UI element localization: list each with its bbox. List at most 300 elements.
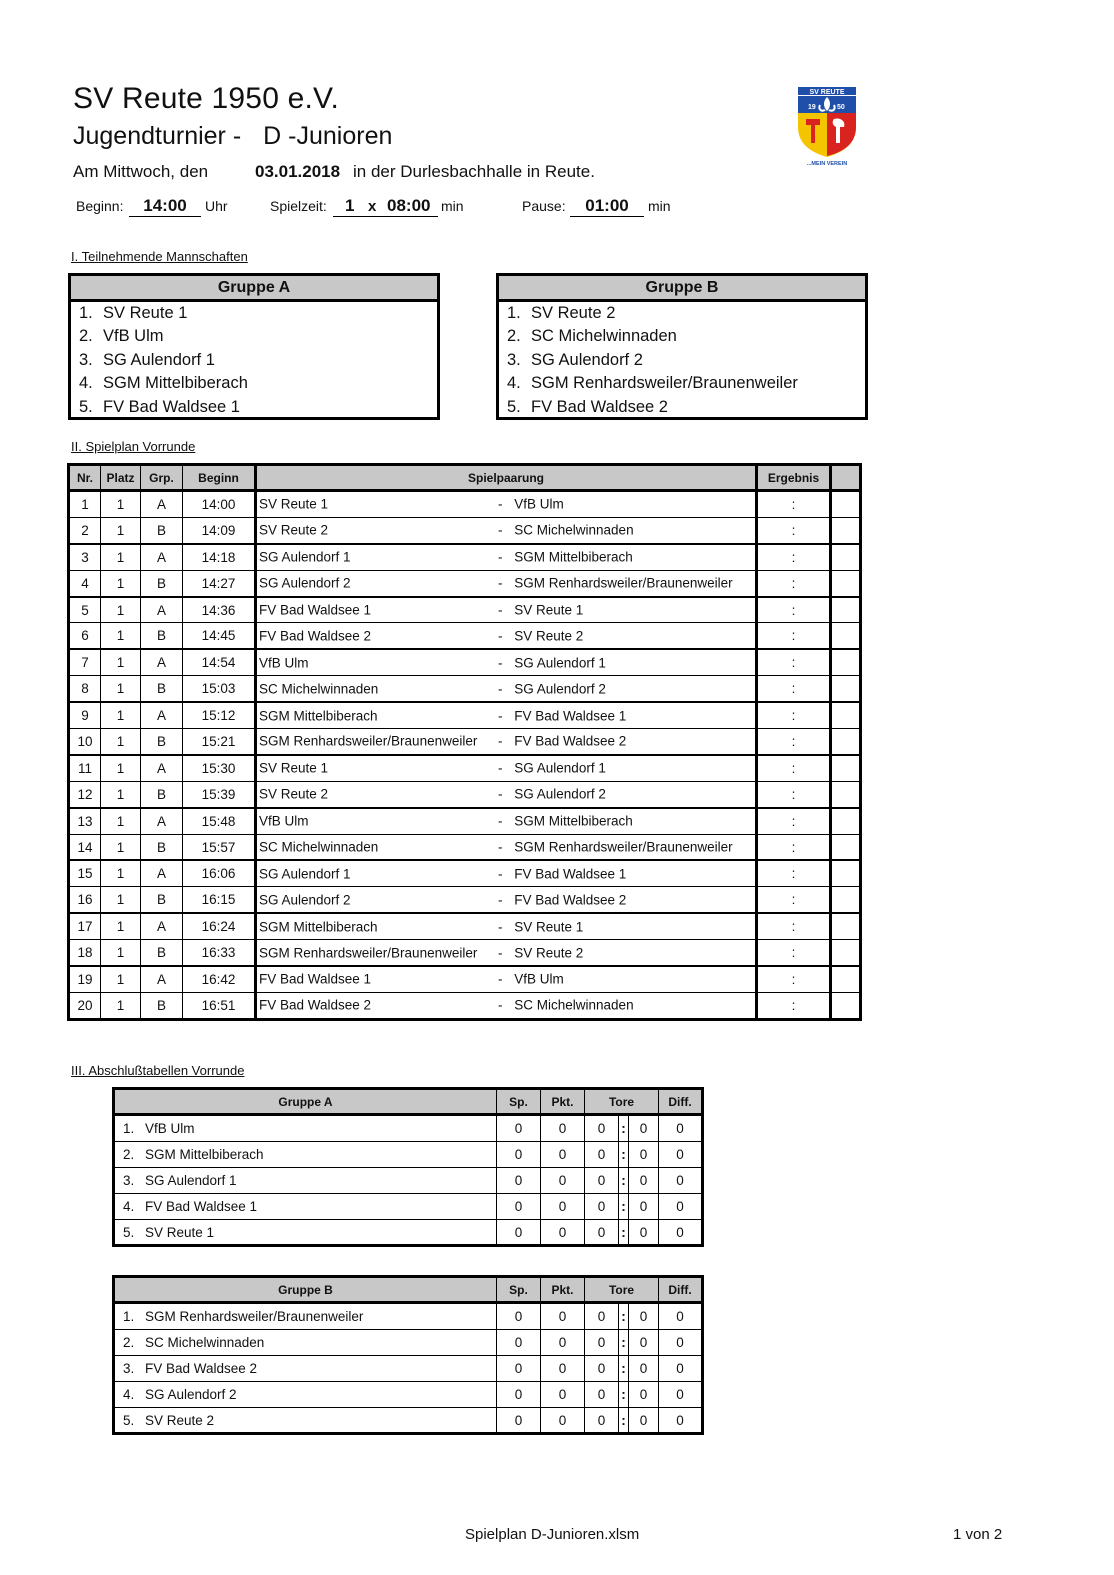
cell-tore-colon: : <box>619 1381 629 1407</box>
away-team: SV Reute 2 <box>514 945 584 961</box>
team-name: SC Michelwinnaden <box>531 327 677 346</box>
schedule-row <box>69 649 861 675</box>
away-team: SG Aulendorf 1 <box>514 760 606 776</box>
away-team: SG Aulendorf 2 <box>514 681 606 697</box>
schedule-row <box>69 570 861 596</box>
cell-beginn: 15:39 <box>183 781 256 807</box>
cell-tore-for: 0 <box>585 1381 619 1407</box>
final-a-col-tore: Tore <box>585 1089 659 1115</box>
team-name: VfB Ulm <box>103 327 164 346</box>
cell-ergebnis[interactable]: : <box>757 570 831 596</box>
cell-extra <box>831 729 861 755</box>
cell-tore-for: 0 <box>585 1141 619 1167</box>
away-team: SGM Mittelbiberach <box>514 549 633 565</box>
away-team: SG Aulendorf 1 <box>514 655 606 671</box>
team-name: SG Aulendorf 1 <box>103 350 215 369</box>
cell-diff: 0 <box>659 1219 703 1246</box>
cell-ergebnis[interactable]: : <box>757 755 831 781</box>
beginn-unit: Uhr <box>205 198 228 214</box>
cell-pkt: 0 <box>541 1193 585 1219</box>
date-line <box>73 162 595 182</box>
cell-grp: B <box>141 940 183 966</box>
cell-grp: A <box>141 755 183 781</box>
rank-number: 3. <box>123 1172 135 1188</box>
cell-ergebnis[interactable]: : <box>757 860 831 886</box>
away-team: SV Reute 1 <box>514 919 584 935</box>
final-team-cell <box>114 1303 497 1330</box>
away-team-wrap <box>498 681 606 696</box>
cell-spielpaarung <box>256 491 757 518</box>
home-team: SV Reute 2 <box>259 786 329 802</box>
spielzeit-underline <box>333 196 438 217</box>
cell-grp: A <box>141 966 183 992</box>
cell-grp: B <box>141 992 183 1019</box>
away-team-wrap <box>498 761 606 776</box>
cell-nr: 8 <box>69 676 101 702</box>
cell-spielpaarung <box>256 702 757 728</box>
cell-platz: 1 <box>101 834 141 860</box>
away-team: SC Michelwinnaden <box>514 522 634 538</box>
group-b-box <box>496 273 868 420</box>
pairing-dash: - <box>498 866 503 882</box>
home-team: FV Bad Waldsee 2 <box>259 997 372 1013</box>
cell-sp: 0 <box>497 1407 541 1434</box>
cell-grp: B <box>141 570 183 596</box>
cell-tore-for: 0 <box>585 1115 619 1142</box>
cell-beginn: 15:30 <box>183 755 256 781</box>
cell-pkt: 0 <box>541 1115 585 1142</box>
home-team: SV Reute 1 <box>259 760 329 776</box>
cell-grp: A <box>141 702 183 728</box>
team-name: SC Michelwinnaden <box>145 1334 265 1350</box>
final-table-group-b <box>112 1275 704 1435</box>
rank-number: 1. <box>123 1120 135 1136</box>
cell-platz: 1 <box>101 781 141 807</box>
rank-number: 3. <box>123 1360 135 1376</box>
beginn-value: 14:00 <box>129 196 201 217</box>
home-team: SC Michelwinnaden <box>259 839 379 855</box>
cell-tore-colon: : <box>619 1355 629 1381</box>
rank-number: 5. <box>123 1412 135 1428</box>
cell-diff: 0 <box>659 1407 703 1434</box>
pairing-dash: - <box>498 628 503 644</box>
cell-sp: 0 <box>497 1303 541 1330</box>
cell-ergebnis[interactable]: : <box>757 597 831 623</box>
team-name: SG Aulendorf 1 <box>145 1172 237 1188</box>
cell-nr: 12 <box>69 781 101 807</box>
cell-beginn: 15:57 <box>183 834 256 860</box>
cell-beginn: 14:00 <box>183 491 256 518</box>
cell-platz: 1 <box>101 517 141 543</box>
team-name: SGM Renhardsweiler/Braunenweiler <box>531 374 798 393</box>
rank-number: 2. <box>123 1334 135 1350</box>
final-team-cell <box>114 1141 497 1167</box>
cell-platz: 1 <box>101 676 141 702</box>
team-name: VfB Ulm <box>145 1120 195 1136</box>
document-subtitle <box>73 122 392 151</box>
cell-grp: A <box>141 544 183 570</box>
team-name: SV Reute 2 <box>145 1412 215 1428</box>
away-team: FV Bad Waldsee 1 <box>514 708 627 724</box>
pairing-dash: - <box>498 945 503 961</box>
cell-pkt: 0 <box>541 1381 585 1407</box>
group-b-title: Gruppe B <box>499 276 865 302</box>
cell-platz: 1 <box>101 860 141 886</box>
pairing-dash: - <box>498 496 503 512</box>
away-team-wrap <box>498 787 606 802</box>
final-team-cell <box>114 1407 497 1434</box>
pause-field <box>570 196 644 217</box>
cell-ergebnis[interactable]: : <box>757 517 831 543</box>
team-number: 4. <box>507 374 521 393</box>
cell-nr: 19 <box>69 966 101 992</box>
spielzeit-count: 1 <box>345 196 355 215</box>
cell-sp: 0 <box>497 1115 541 1142</box>
team-name: FV Bad Waldsee 2 <box>145 1360 258 1376</box>
team-name: SGM Renhardsweiler/Braunenweiler <box>145 1308 364 1324</box>
group-b-team-list <box>499 302 865 419</box>
cell-nr: 20 <box>69 992 101 1019</box>
away-team: VfB Ulm <box>514 971 564 987</box>
cell-beginn: 14:54 <box>183 649 256 675</box>
cell-extra <box>831 676 861 702</box>
cell-spielpaarung <box>256 755 757 781</box>
rank-number: 4. <box>123 1198 135 1214</box>
cell-spielpaarung <box>256 808 757 834</box>
cell-spielpaarung <box>256 913 757 939</box>
cell-platz: 1 <box>101 623 141 649</box>
footer-filename: Spielplan D-Junioren.xlsm <box>465 1526 640 1543</box>
cell-grp: B <box>141 834 183 860</box>
cell-platz: 1 <box>101 913 141 939</box>
spielzeit-field <box>333 196 438 217</box>
final-team-cell <box>114 1115 497 1142</box>
schedule-row <box>69 729 861 755</box>
team-name: SV Reute 1 <box>145 1224 215 1240</box>
pairing-dash: - <box>498 919 503 935</box>
cell-ergebnis[interactable]: : <box>757 940 831 966</box>
home-team: SG Aulendorf 1 <box>259 866 351 882</box>
cell-beginn: 14:18 <box>183 544 256 570</box>
away-team: FV Bad Waldsee 2 <box>514 892 627 908</box>
final-a-row <box>114 1219 703 1246</box>
away-team-wrap <box>498 497 564 512</box>
cell-nr: 9 <box>69 702 101 728</box>
cell-beginn: 16:51 <box>183 992 256 1019</box>
cell-ergebnis[interactable]: : <box>757 992 831 1019</box>
cell-spielpaarung <box>256 781 757 807</box>
cell-extra <box>831 940 861 966</box>
cell-extra <box>831 649 861 675</box>
cell-extra <box>831 755 861 781</box>
team-number: 3. <box>79 350 93 369</box>
schedule-row <box>69 992 861 1019</box>
cell-tore-colon: : <box>619 1167 629 1193</box>
home-team: SG Aulendorf 1 <box>259 549 351 565</box>
section-teams-heading: I. Teilnehmende Mannschaften <box>71 249 248 264</box>
cell-spielpaarung <box>256 940 757 966</box>
home-team: FV Bad Waldsee 2 <box>259 628 372 644</box>
cell-extra <box>831 913 861 939</box>
cell-platz: 1 <box>101 491 141 518</box>
cell-ergebnis[interactable]: : <box>757 729 831 755</box>
spielzeit-times: x <box>368 198 377 215</box>
cell-extra <box>831 623 861 649</box>
home-team: FV Bad Waldsee 1 <box>259 971 372 987</box>
pairing-dash: - <box>498 575 503 591</box>
away-team: SV Reute 1 <box>514 602 584 618</box>
home-team: VfB Ulm <box>259 655 309 671</box>
cell-diff: 0 <box>659 1193 703 1219</box>
spielzeit-label: Spielzeit: <box>270 198 327 214</box>
cell-ergebnis[interactable]: : <box>757 808 831 834</box>
schedule-row <box>69 887 861 913</box>
schedule-row <box>69 544 861 570</box>
pairing-dash: - <box>498 813 503 829</box>
final-b-col-diff: Diff. <box>659 1277 703 1303</box>
cell-nr: 11 <box>69 755 101 781</box>
final-a-col-diff: Diff. <box>659 1089 703 1115</box>
away-team-wrap <box>498 655 606 670</box>
group-a-team <box>71 325 437 348</box>
away-team: FV Bad Waldsee 1 <box>514 866 627 882</box>
final-b-body <box>114 1303 703 1434</box>
final-a-col-pkt: Pkt. <box>541 1089 585 1115</box>
team-number: 2. <box>79 327 93 346</box>
cell-tore-against: 0 <box>629 1381 659 1407</box>
date-value: 03.01.2018 <box>255 162 341 181</box>
beginn-field <box>129 196 201 217</box>
cell-beginn: 16:42 <box>183 966 256 992</box>
schedule-row <box>69 597 861 623</box>
final-a-body <box>114 1115 703 1246</box>
cell-platz: 1 <box>101 887 141 913</box>
cell-tore-colon: : <box>619 1329 629 1355</box>
cell-ergebnis[interactable]: : <box>757 781 831 807</box>
cell-pkt: 0 <box>541 1219 585 1246</box>
away-team: SGM Renhardsweiler/Braunenweiler <box>514 575 733 591</box>
logo-year-left: 19 <box>808 104 816 111</box>
section-final-heading: III. Abschlußtabellen Vorrunde <box>71 1063 245 1078</box>
cell-extra <box>831 834 861 860</box>
cell-spielpaarung <box>256 544 757 570</box>
rank-number: 5. <box>123 1224 135 1240</box>
col-grp: Grp. <box>141 465 183 491</box>
cell-tore-against: 0 <box>629 1115 659 1142</box>
away-team: SC Michelwinnaden <box>514 997 634 1013</box>
cell-tore-against: 0 <box>629 1303 659 1330</box>
home-team: SG Aulendorf 2 <box>259 575 351 591</box>
cell-nr: 5 <box>69 597 101 623</box>
home-team: SGM Renhardsweiler/Braunenweiler <box>259 945 478 961</box>
cell-sp: 0 <box>497 1167 541 1193</box>
cell-beginn: 14:45 <box>183 623 256 649</box>
final-b-row <box>114 1355 703 1381</box>
schedule-row <box>69 491 861 518</box>
rank-number: 2. <box>123 1146 135 1162</box>
cell-platz: 1 <box>101 755 141 781</box>
cell-nr: 16 <box>69 887 101 913</box>
col-platz: Platz <box>101 465 141 491</box>
final-table-group-a <box>112 1087 704 1247</box>
cell-tore-for: 0 <box>585 1303 619 1330</box>
home-team: SGM Mittelbiberach <box>259 708 378 724</box>
cell-ergebnis[interactable]: : <box>757 676 831 702</box>
cell-extra <box>831 966 861 992</box>
cell-tore-for: 0 <box>585 1355 619 1381</box>
cell-platz: 1 <box>101 702 141 728</box>
cell-spielpaarung <box>256 649 757 675</box>
cell-platz: 1 <box>101 597 141 623</box>
away-team-wrap <box>498 523 634 538</box>
team-number: 5. <box>507 397 521 416</box>
schedule-row <box>69 966 861 992</box>
cell-nr: 14 <box>69 834 101 860</box>
final-b-row <box>114 1407 703 1434</box>
schedule-table <box>67 463 862 1021</box>
home-team: SGM Mittelbiberach <box>259 919 378 935</box>
team-number: 1. <box>79 304 93 322</box>
cell-spielpaarung <box>256 834 757 860</box>
cell-spielpaarung <box>256 517 757 543</box>
team-name: FV Bad Waldsee 2 <box>531 397 668 416</box>
team-name: SGM Mittelbiberach <box>145 1146 264 1162</box>
cell-ergebnis[interactable]: : <box>757 966 831 992</box>
final-a-row <box>114 1167 703 1193</box>
cell-ergebnis[interactable]: : <box>757 623 831 649</box>
cell-ergebnis[interactable]: : <box>757 834 831 860</box>
group-a-box <box>68 273 440 420</box>
away-team: SGM Renhardsweiler/Braunenweiler <box>514 839 733 855</box>
cell-nr: 1 <box>69 491 101 518</box>
final-a-row <box>114 1141 703 1167</box>
group-b-team <box>499 302 865 325</box>
team-name: FV Bad Waldsee 1 <box>145 1198 258 1214</box>
cell-spielpaarung <box>256 966 757 992</box>
cell-grp: B <box>141 517 183 543</box>
cell-grp: B <box>141 676 183 702</box>
cell-platz: 1 <box>101 966 141 992</box>
pairing-dash: - <box>498 655 503 671</box>
cell-ergebnis[interactable]: : <box>757 913 831 939</box>
away-team-wrap <box>498 892 626 907</box>
schedule-row <box>69 623 861 649</box>
away-team-wrap <box>498 840 733 855</box>
final-team-cell <box>114 1355 497 1381</box>
cell-nr: 15 <box>69 860 101 886</box>
cell-sp: 0 <box>497 1355 541 1381</box>
cell-beginn: 16:24 <box>183 913 256 939</box>
home-team: VfB Ulm <box>259 813 309 829</box>
team-number: 3. <box>507 350 521 369</box>
cell-extra <box>831 860 861 886</box>
pairing-dash: - <box>498 760 503 776</box>
subtitle-category: D -Junioren <box>263 122 393 150</box>
cell-sp: 0 <box>497 1141 541 1167</box>
col-beginn: Beginn <box>183 465 256 491</box>
final-b-col-sp: Sp. <box>497 1277 541 1303</box>
final-b-col-pkt: Pkt. <box>541 1277 585 1303</box>
cell-tore-against: 0 <box>629 1219 659 1246</box>
final-b-header-row <box>114 1277 703 1303</box>
team-name: SGM Mittelbiberach <box>103 374 248 393</box>
pairing-dash: - <box>498 971 503 987</box>
home-team: SV Reute 1 <box>259 496 329 512</box>
cell-ergebnis[interactable]: : <box>757 702 831 728</box>
cell-sp: 0 <box>497 1219 541 1246</box>
pairing-dash: - <box>498 522 503 538</box>
cell-beginn: 14:09 <box>183 517 256 543</box>
cell-grp: B <box>141 781 183 807</box>
spielzeit-unit: min <box>441 198 464 214</box>
away-team-wrap <box>498 603 583 618</box>
away-team: SGM Mittelbiberach <box>514 813 633 829</box>
pairing-dash: - <box>498 708 503 724</box>
cell-beginn: 16:06 <box>183 860 256 886</box>
rank-number: 1. <box>123 1308 135 1324</box>
cell-grp: A <box>141 597 183 623</box>
final-b-row <box>114 1329 703 1355</box>
away-team: SG Aulendorf 2 <box>514 786 606 802</box>
beginn-label: Beginn: <box>76 198 124 214</box>
away-team: SV Reute 2 <box>514 628 584 644</box>
cell-extra <box>831 992 861 1019</box>
cell-grp: A <box>141 808 183 834</box>
cell-beginn: 15:03 <box>183 676 256 702</box>
schedule-body <box>69 491 861 1020</box>
cell-tore-against: 0 <box>629 1193 659 1219</box>
cell-spielpaarung <box>256 597 757 623</box>
cell-ergebnis[interactable]: : <box>757 649 831 675</box>
cell-ergebnis[interactable]: : <box>757 491 831 518</box>
away-team: VfB Ulm <box>514 496 564 512</box>
schedule-row <box>69 860 861 886</box>
cell-extra <box>831 517 861 543</box>
group-a-team <box>71 372 437 395</box>
cell-tore-colon: : <box>619 1193 629 1219</box>
away-team-wrap <box>498 945 583 960</box>
schedule-header-row <box>69 465 861 491</box>
cell-diff: 0 <box>659 1141 703 1167</box>
final-team-cell <box>114 1381 497 1407</box>
cell-ergebnis[interactable]: : <box>757 887 831 913</box>
cell-platz: 1 <box>101 649 141 675</box>
cell-pkt: 0 <box>541 1167 585 1193</box>
cell-spielpaarung <box>256 992 757 1019</box>
cell-diff: 0 <box>659 1329 703 1355</box>
cell-tore-colon: : <box>619 1219 629 1246</box>
cell-platz: 1 <box>101 544 141 570</box>
cell-tore-for: 0 <box>585 1219 619 1246</box>
away-team-wrap <box>498 919 583 934</box>
home-team: SC Michelwinnaden <box>259 681 379 697</box>
schedule-row <box>69 517 861 543</box>
group-a-team <box>71 302 437 325</box>
cell-grp: B <box>141 729 183 755</box>
home-team: FV Bad Waldsee 1 <box>259 602 372 618</box>
group-a-title: Gruppe A <box>71 276 437 302</box>
away-team-wrap <box>498 998 634 1013</box>
group-b-team <box>499 349 865 372</box>
final-a-title: Gruppe A <box>114 1089 497 1115</box>
cell-ergebnis[interactable]: : <box>757 544 831 570</box>
cell-tore-colon: : <box>619 1141 629 1167</box>
away-team-wrap <box>498 734 626 749</box>
rank-number: 4. <box>123 1386 135 1402</box>
col-ergebnis: Ergebnis <box>757 465 831 491</box>
pairing-dash: - <box>498 681 503 697</box>
pairing-dash: - <box>498 997 503 1013</box>
